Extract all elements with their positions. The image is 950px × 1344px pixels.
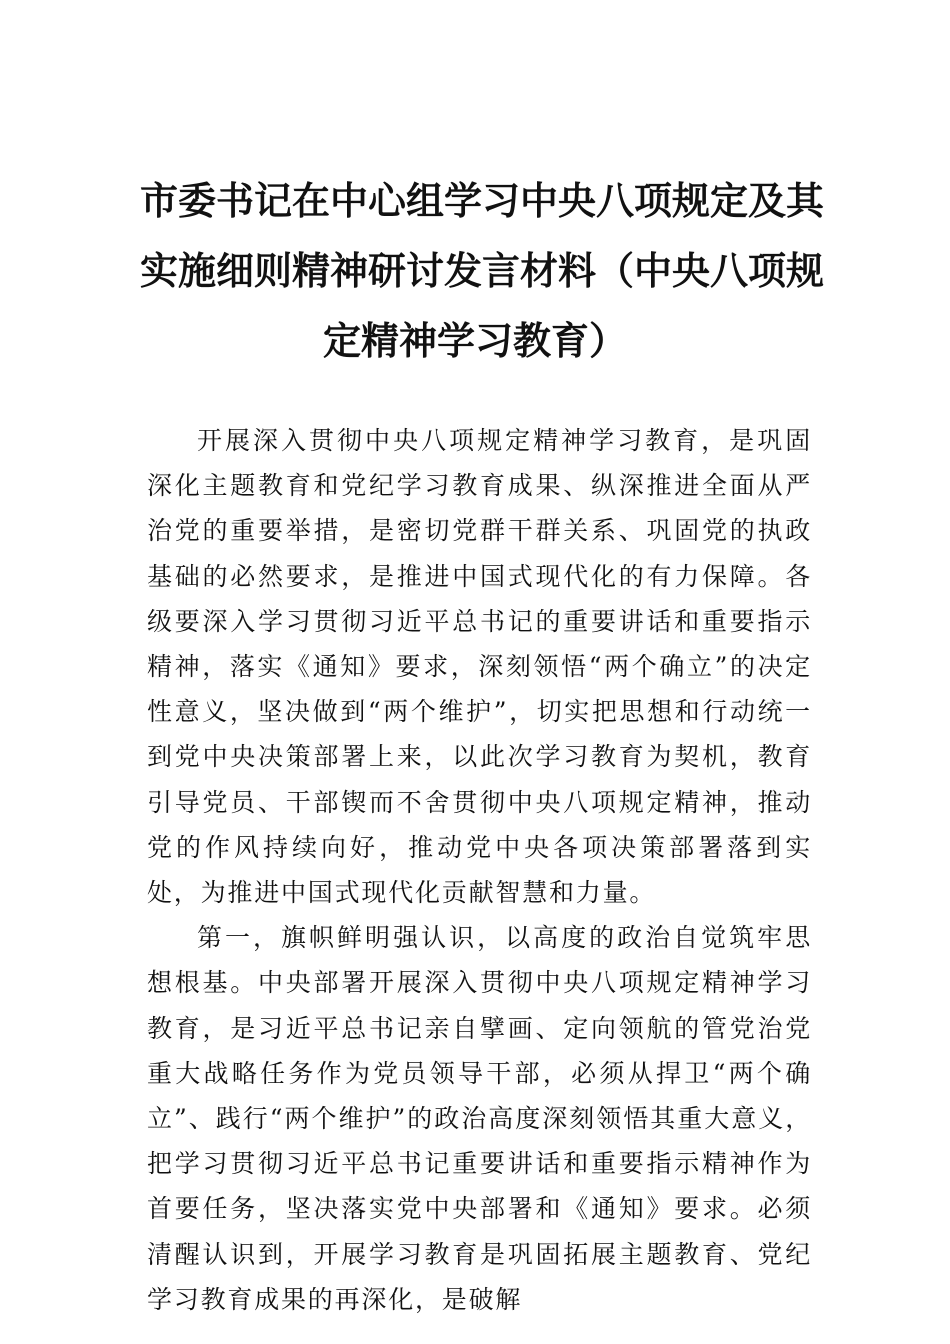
title-line-2: 实施细则精神研讨发言材料（中央八项规 bbox=[140, 249, 825, 293]
title-line-3: 定精神学习教育） bbox=[322, 319, 627, 363]
paragraph-2: 第一，旗帜鲜明强认识，以高度的政治自觉筑牢思想根基。中央部署开展深入贯彻中央八项规定精神学习教育，是习近平总书记亲自擘画、定向领航的管党治党重大战略任务作为党员领导干部，必须从捍卫“两个确立”、践行“两个维护”的政治高度深刻领悟其重大意义，把学习贯彻习近平总书记重要讲话和重要指示精神作为首要任务，坚决落实党中央部署和《通知》要求。必须清醒认识到，开展学习教育是巩固拓展主题教育、党纪学习教育成果的再深化，是破解 bbox=[147, 923, 812, 1314]
document-title bbox=[140, 166, 825, 376]
document-body bbox=[147, 418, 812, 1322]
title-line-1: 市委书记在中心组学习中央八项规定及其 bbox=[140, 179, 825, 223]
paragraph-1: 开展深入贯彻中央八项规定精神学习教育，是巩固深化主题教育和党纪学习教育成果、纵深推进全面从严治党的重要举措，是密切党群干群关系、巩固党的执政基础的必然要求，是推进中国式现代化的有力保障。各级要深入学习贯彻习近平总书记的重要讲话和重要指示精神，落实《通知》要求，深刻领悟“两个确立”的决定性意义，坚决做到“两个维护”，切实把思想和行动统一到党中央决策部署上来，以此次学习教育为契机，教育引导党员、干部锲而不舍贯彻中央八项规定精神，推动党的作风持续向好，推动党中央各项决策部署落到实处，为推进中国式现代化贡献智慧和力量。 bbox=[147, 426, 812, 908]
